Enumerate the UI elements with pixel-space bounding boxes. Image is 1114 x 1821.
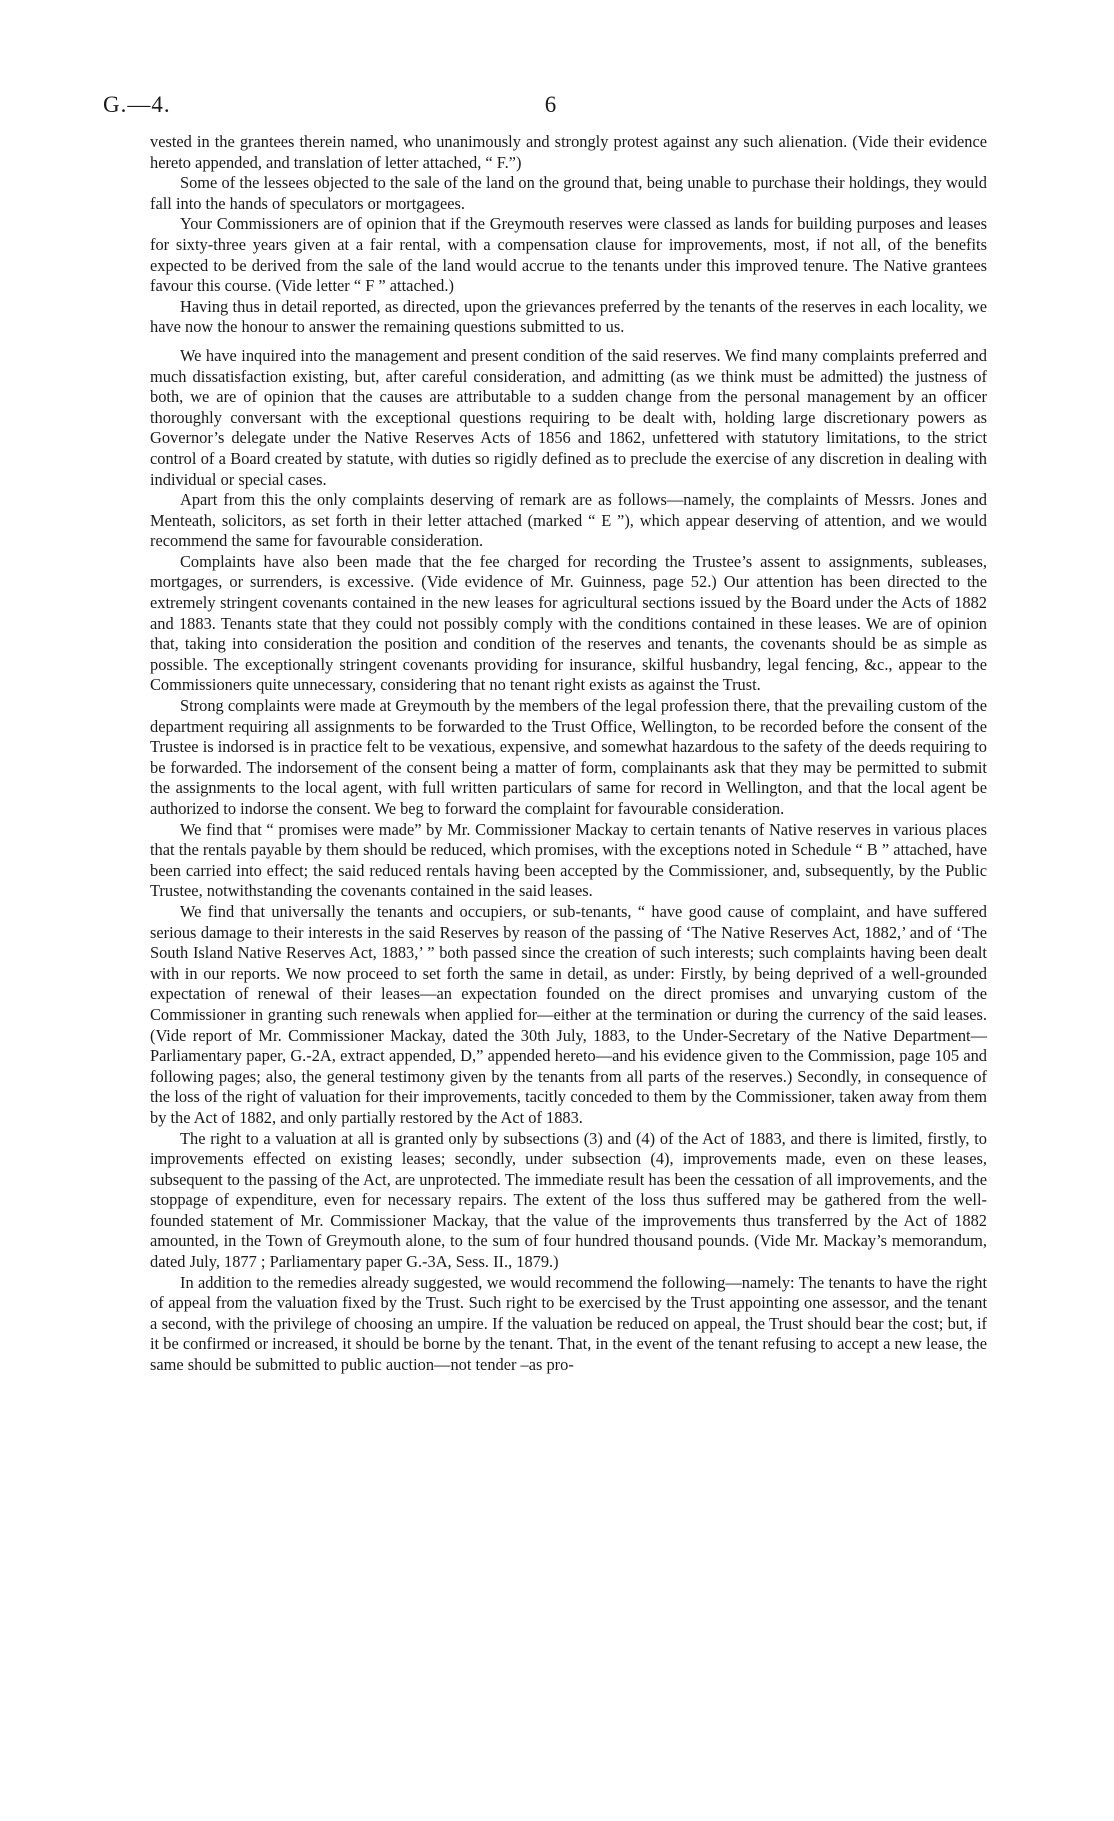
- report-body: [150, 132, 987, 1376]
- paragraph: The right to a valuation at all is granted only by subsections (3) and (4) of the Act of 1883, and there is limited, firstly, to improvements effected on existing leases; secondly, under subsection (4), improvements made, even on these leases, subsequent to the passing of the Act, are unprotected. The immediate result has been the cessation of all improvements, and the stoppage of expenditure, even for necessary repairs. The extent of the loss thus suffered may be gathered from the well-founded statement of Mr. Commissioner Mackay, that the value of the improvements thus transferred by the Act of 1882 amounted, in the Town of Greymouth alone, to the sum of four hundred thousand pounds. (Vide Mr. Mackay’s memorandum, dated July, 1877 ; Parliamentary paper G.-3A, Sess. II., 1879.): [150, 1128, 987, 1272]
- paragraph: Some of the lessees objected to the sale of the land on the ground that, being unable to purchase their holdings, they would fall into the hands of speculators or mortgagees.: [150, 173, 987, 213]
- page-number: 6: [544, 92, 558, 117]
- paragraph: We find that universally the tenants and occupiers, or sub-tenants, “ have good cause of complaint, and have suffered serious damage to their interests in the said Reserves by reason of the passing of ‘The Native Reserves Act, 1882,’ and of ‘The South Island Native Reserves Act, 1883,’ ” both passed since the creation of such interests; such complaints having been dealt with in our reports. We now proceed to set forth the same in detail, as under: Firstly, by being deprived of a well-grounded expectation of renewal of their leases—an expectation founded on the direct promises and unvarying custom of the Commissioner in granting such renewals when applied for—either at the termination or during the currency of the said leases. (Vide report of Mr. Commissioner Mackay, dated the 30th July, 1883, to the Under-Secretary of the Native Department—Parliamentary paper, G.-2A, extract appended, D,” appended hereto—and his evidence given to the Commission, page 105 and following pages; also, the general testimony given by the tenants from all parts of the reserves.) Secondly, in consequence of the loss of the right of valuation for their improvements, tacitly conceded to them by the Commissioner, taken away from them by the Act of 1882, and only partially restored by the Act of 1883.: [150, 901, 987, 1127]
- paragraph: vested in the grantees therein named, who unanimously and strongly protest against any such alienation. (Vide their evidence hereto appended, and translation of letter attached, “ F.”): [150, 132, 987, 172]
- paragraph: Complaints have also been made that the fee charged for recording the Trustee’s assent to assignments, subleases, mortgages, or surrenders, is excessive. (Vide evidence of Mr. Guinness, page 52.) Our attention has been directed to the extremely stringent covenants contained in the new leases for agricultural sections issued by the Board under the Acts of 1882 and 1883. Tenants state that they could not possibly comply with the conditions contained in these leases. We are of opinion that, taking into consideration the position and condition of the reserves and tenants, the covenants should be as simple as possible. The exceptionally stringent covenants providing for insurance, skilful husbandry, legal fencing, &c., appear to the Commissioners quite unnecessary, considering that no tenant right exists as against the Trust.: [150, 551, 987, 695]
- page-header: [103, 92, 999, 126]
- paragraph: In addition to the remedies already suggested, we would recommend the following—namely: The tenants to have the right of appeal from the valuation fixed by the Trust. Such right to be exercised by the Trust appointing one assessor, and the tenant a second, with the privilege of choosing an umpire. If the valuation be reduced on appeal, the Trust should bear the cost; but, if it be confirmed or increased, it should be borne by the tenant. That, in the event of the tenant refusing to accept a new lease, the same should be submitted to public auction—not tender –as pro-: [150, 1272, 987, 1375]
- paragraph: We find that “ promises were made” by Mr. Commissioner Mackay to certain tenants of Native reserves in various places that the rentals payable by them should be reduced, which promises, with the exceptions noted in Schedule “ B ” attached, have been carried into effect; the said reduced rentals having been accepted by the Commissioner, and, subsequently, by the Public Trustee, notwithstanding the covenants contained in the said leases.: [150, 819, 987, 901]
- paper-reference: G.—4.: [103, 92, 171, 117]
- paragraph: Strong complaints were made at Greymouth by the members of the legal profession there, that the prevailing custom of the department requiring all assignments to be forwarded to the Trust Office, Wellington, to be recorded before the consent of the Trustee is indorsed is in practice felt to be vexatious, expensive, and somewhat hazardous to the safety of the deeds requiring to be forwarded. The indorsement of the consent being a matter of form, complainants ask that they may be permitted to submit the assignments to the local agent, with full written particulars of same for record in Wellington, and that the local agent be authorized to indorse the consent. We beg to forward the complaint for favourable consideration.: [150, 696, 987, 818]
- paragraph: Your Commissioners are of opinion that if the Greymouth reserves were classed as lands for building purposes and leases for sixty-three years given at a fair rental, with a compensation clause for improvements, most, if not all, of the benefits expected to be derived from the sale of the land would accrue to the tenants under this improved tenure. The Native grantees favour this course. (Vide letter “ F ” attached.): [150, 214, 987, 296]
- paragraph: Apart from this the only complaints deserving of remark are as follows—namely, the complaints of Messrs. Jones and Menteath, solicitors, as set forth in their letter attached (marked “ E ”), which appear deserving of attention, and we would recommend the same for favourable consideration.: [150, 490, 987, 551]
- paragraph: We have inquired into the management and present condition of the said reserves. We find many complaints preferred and much dissatisfaction existing, but, after careful consideration, and admitting (as we think must be admitted) the justness of both, we are of opinion that the causes are attributable to a sudden change from the personal management by an officer thoroughly conversant with the exceptional questions requiring to be dealt with, holding large discretionary powers as Governor’s delegate under the Native Reserves Acts of 1856 and 1862, unfettered with statutory limitations, to the strict control of a Board created by statute, with duties so rigidly defined as to preclude the exercise of any discretion in dealing with individual or special cases.: [150, 345, 987, 489]
- paragraph: Having thus in detail reported, as directed, upon the grievances preferred by the tenants of the reserves in each locality, we have now the honour to answer the remaining questions submitted to us.: [150, 296, 987, 337]
